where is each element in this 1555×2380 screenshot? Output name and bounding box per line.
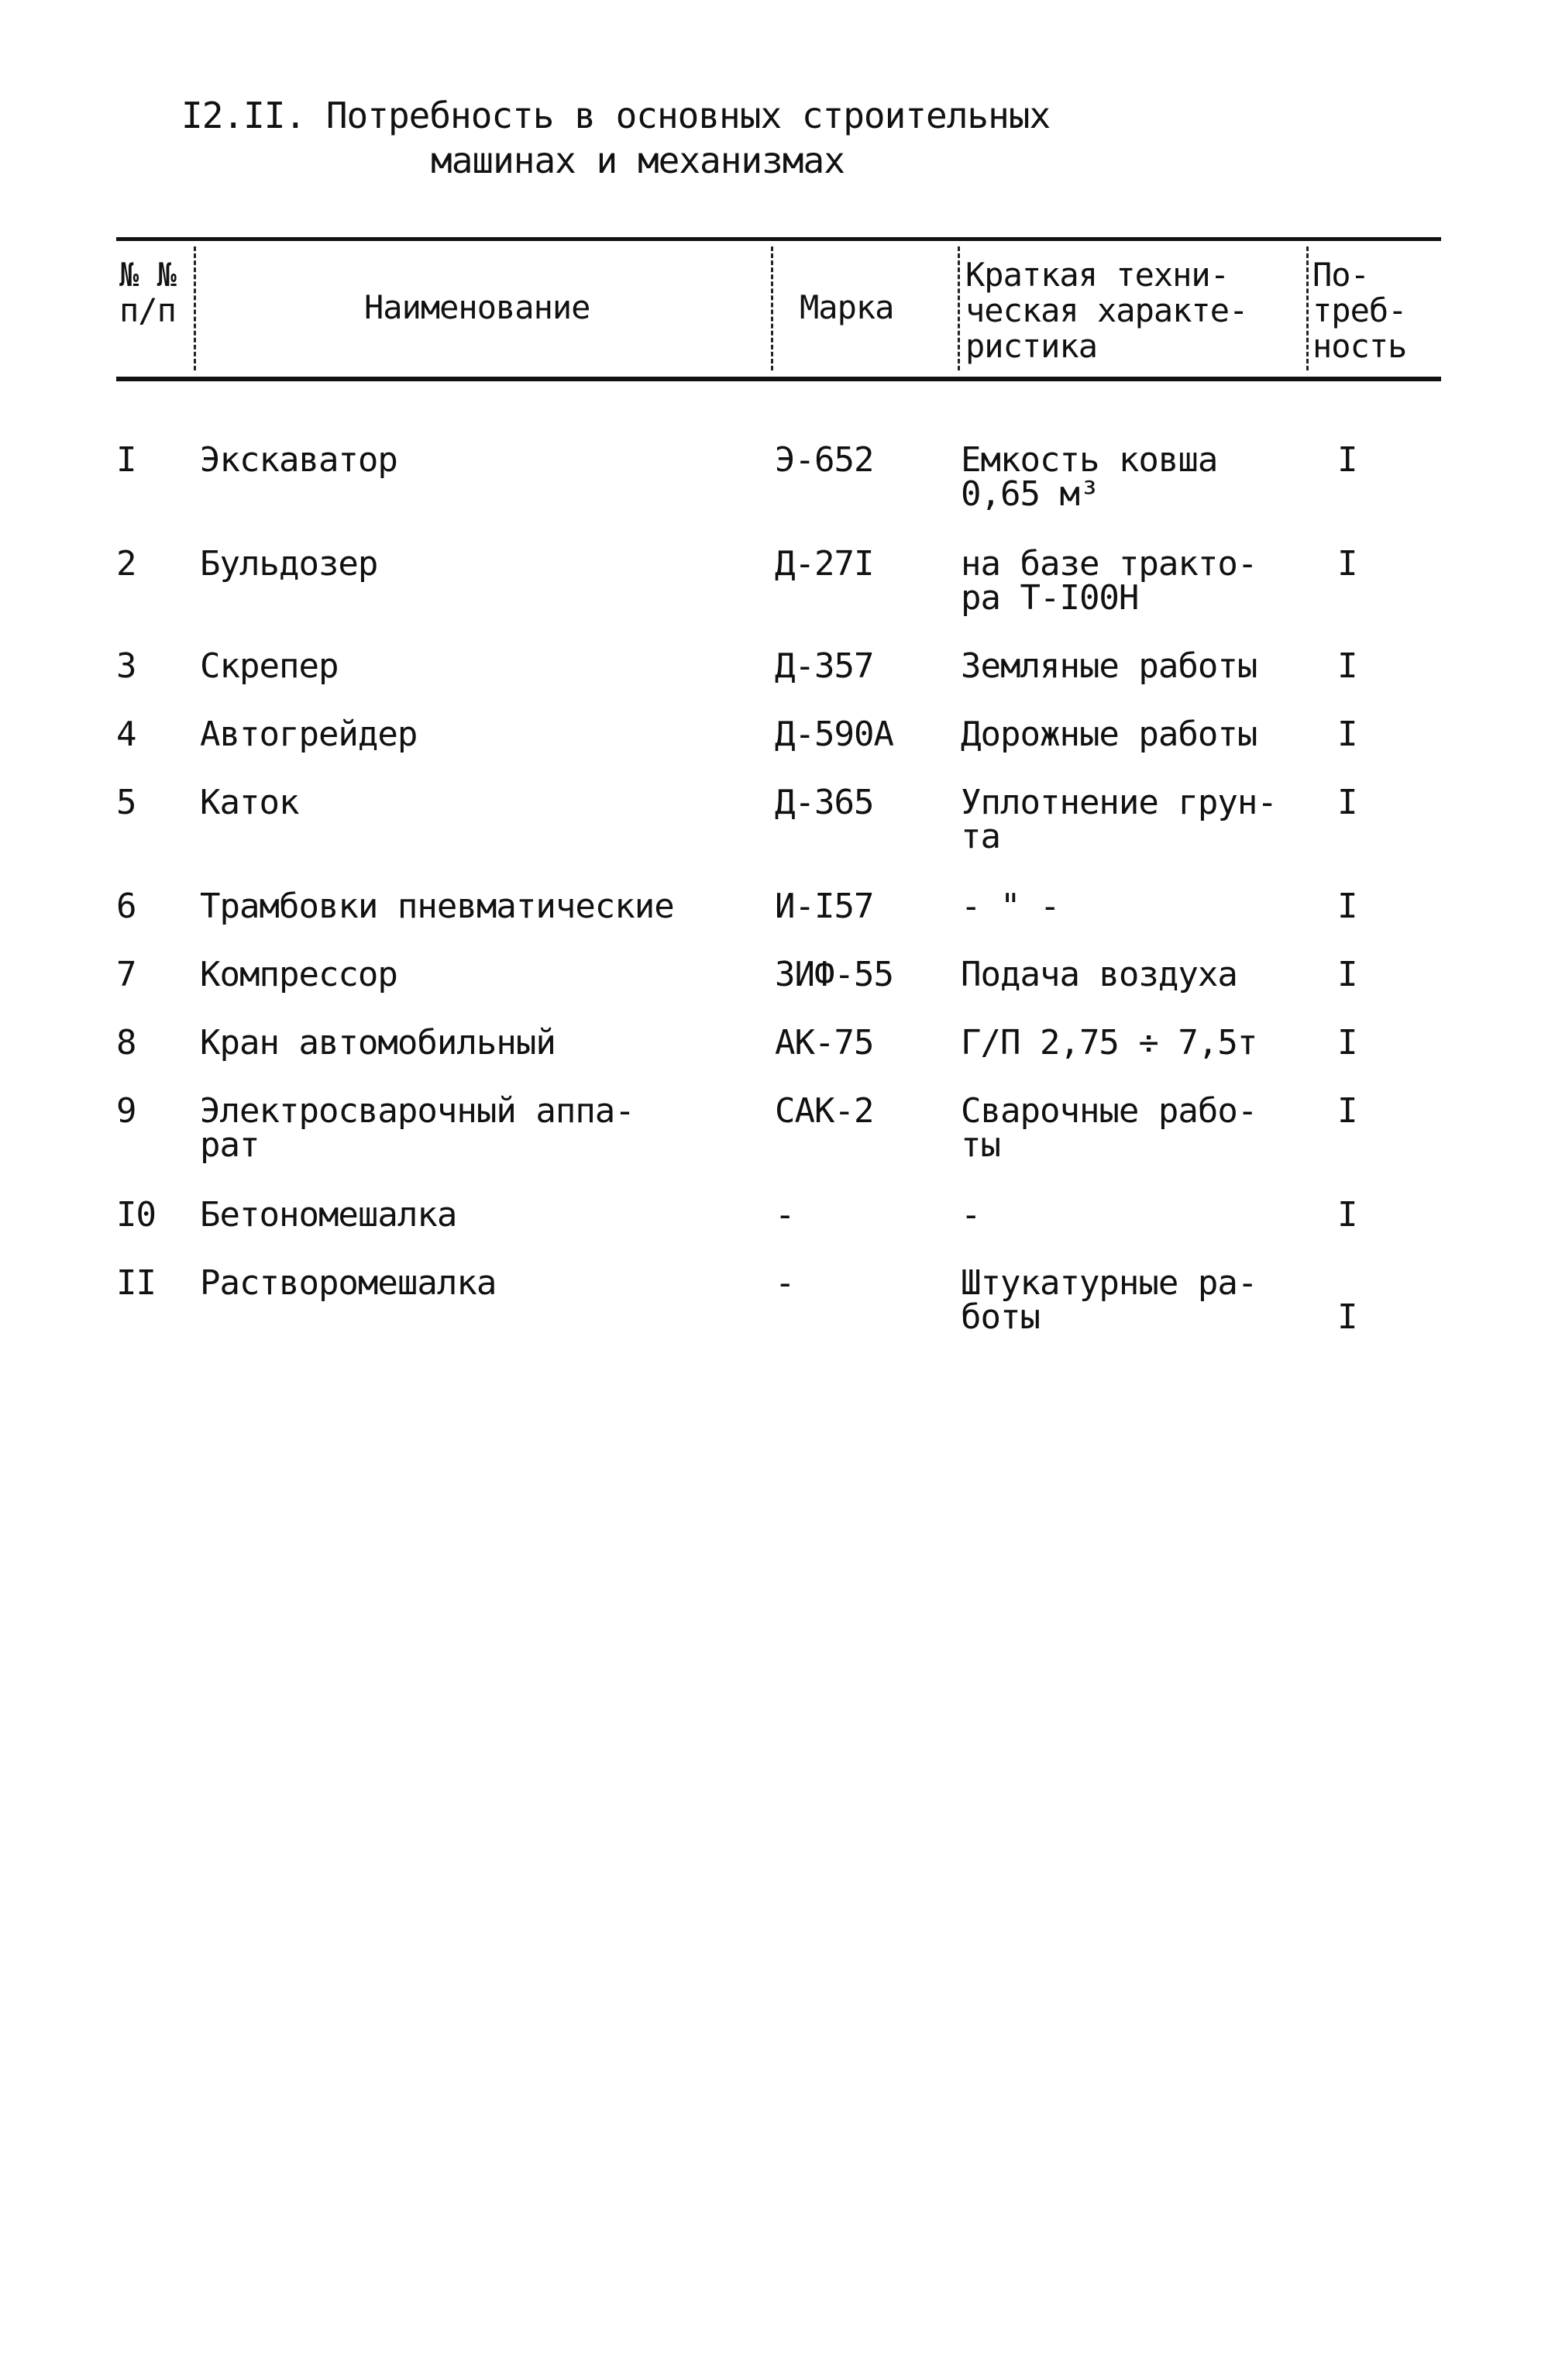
row-quantity: I — [1337, 715, 1357, 754]
row-mark: ЗИФ-55 — [775, 955, 893, 994]
header-separator-3 — [958, 246, 960, 370]
header-mark: Марка — [800, 288, 894, 326]
row-mark: Э-652 — [775, 440, 874, 480]
row-characteristic: Уплотнение грун- та — [961, 783, 1277, 856]
row-number: 8 — [116, 1023, 136, 1063]
row-mark: - — [775, 1263, 795, 1303]
row-number: I — [116, 440, 136, 480]
row-characteristic: Емкость ковша 0,65 м³ — [961, 440, 1218, 514]
row-quantity: I — [1337, 1091, 1357, 1131]
row-name: Бетономешалка — [200, 1195, 457, 1235]
row-quantity: I — [1337, 783, 1357, 822]
row-quantity: I — [1337, 1023, 1357, 1063]
row-name: Кран автомобильный — [200, 1023, 556, 1063]
row-number: 3 — [116, 646, 136, 686]
row-characteristic: Земляные работы — [961, 646, 1257, 686]
row-quantity: I — [1337, 1195, 1357, 1235]
row-mark: АК-75 — [775, 1023, 874, 1063]
table-top-rule — [116, 237, 1441, 241]
row-name: Каток — [200, 783, 299, 822]
row-mark: Д-590А — [775, 715, 893, 754]
title-line-1: I2.II. Потребность в основных строительных — [181, 95, 1051, 136]
row-number: 2 — [116, 544, 136, 584]
header-separator-4 — [1306, 246, 1309, 370]
header-characteristic: Краткая техни- ческая характе- ристика — [965, 256, 1248, 365]
row-name: Электросварочный аппа- рат — [200, 1091, 635, 1165]
row-mark: И-I57 — [775, 887, 874, 926]
row-name: Растворомешалка — [200, 1263, 497, 1303]
header-quantity: По- треб- ность — [1312, 256, 1407, 365]
row-characteristic: Дорожные работы — [961, 715, 1257, 754]
row-number: 4 — [116, 715, 136, 754]
row-characteristic: на базе тракто- ра Т-I00Н — [961, 544, 1257, 618]
title-line-2: машинах и механизмах — [431, 139, 845, 181]
row-characteristic: - — [961, 1195, 981, 1235]
header-name: Наименование — [364, 288, 590, 326]
row-mark: Д-357 — [775, 646, 874, 686]
row-name: Трамбовки пневматические — [200, 887, 674, 926]
row-quantity: I — [1337, 955, 1357, 994]
row-name: Скрепер — [200, 646, 339, 686]
header-separator-2 — [771, 246, 773, 370]
table-header-bottom-rule — [116, 377, 1441, 381]
row-quantity: I — [1337, 544, 1357, 584]
row-number: 6 — [116, 887, 136, 926]
row-quantity: I — [1337, 1297, 1357, 1337]
row-name: Компрессор — [200, 955, 397, 994]
document-title — [181, 93, 1050, 183]
row-quantity: I — [1337, 440, 1357, 480]
row-number: 7 — [116, 955, 136, 994]
header-num: № № п/п — [119, 256, 176, 329]
row-number: I0 — [116, 1195, 156, 1235]
row-mark: Д-365 — [775, 783, 874, 822]
row-characteristic: Штукатурные ра- боты — [961, 1263, 1257, 1337]
row-characteristic: Сварочные рабо- ты — [961, 1091, 1257, 1165]
row-characteristic: Г/П 2,75 ÷ 7,5т — [961, 1023, 1257, 1063]
row-characteristic: Подача воздуха — [961, 955, 1237, 994]
row-name: Автогрейдер — [200, 715, 418, 754]
row-characteristic: - " - — [961, 887, 1060, 926]
row-number: 5 — [116, 783, 136, 822]
row-mark: Д-27I — [775, 544, 874, 584]
row-name: Бульдозер — [200, 544, 378, 584]
header-separator-1 — [194, 246, 196, 370]
row-quantity: I — [1337, 646, 1357, 686]
row-mark: САК-2 — [775, 1091, 874, 1131]
row-name: Экскаватор — [200, 440, 397, 480]
row-quantity: I — [1337, 887, 1357, 926]
row-number: II — [116, 1263, 156, 1303]
row-number: 9 — [116, 1091, 136, 1131]
row-mark: - — [775, 1195, 795, 1235]
